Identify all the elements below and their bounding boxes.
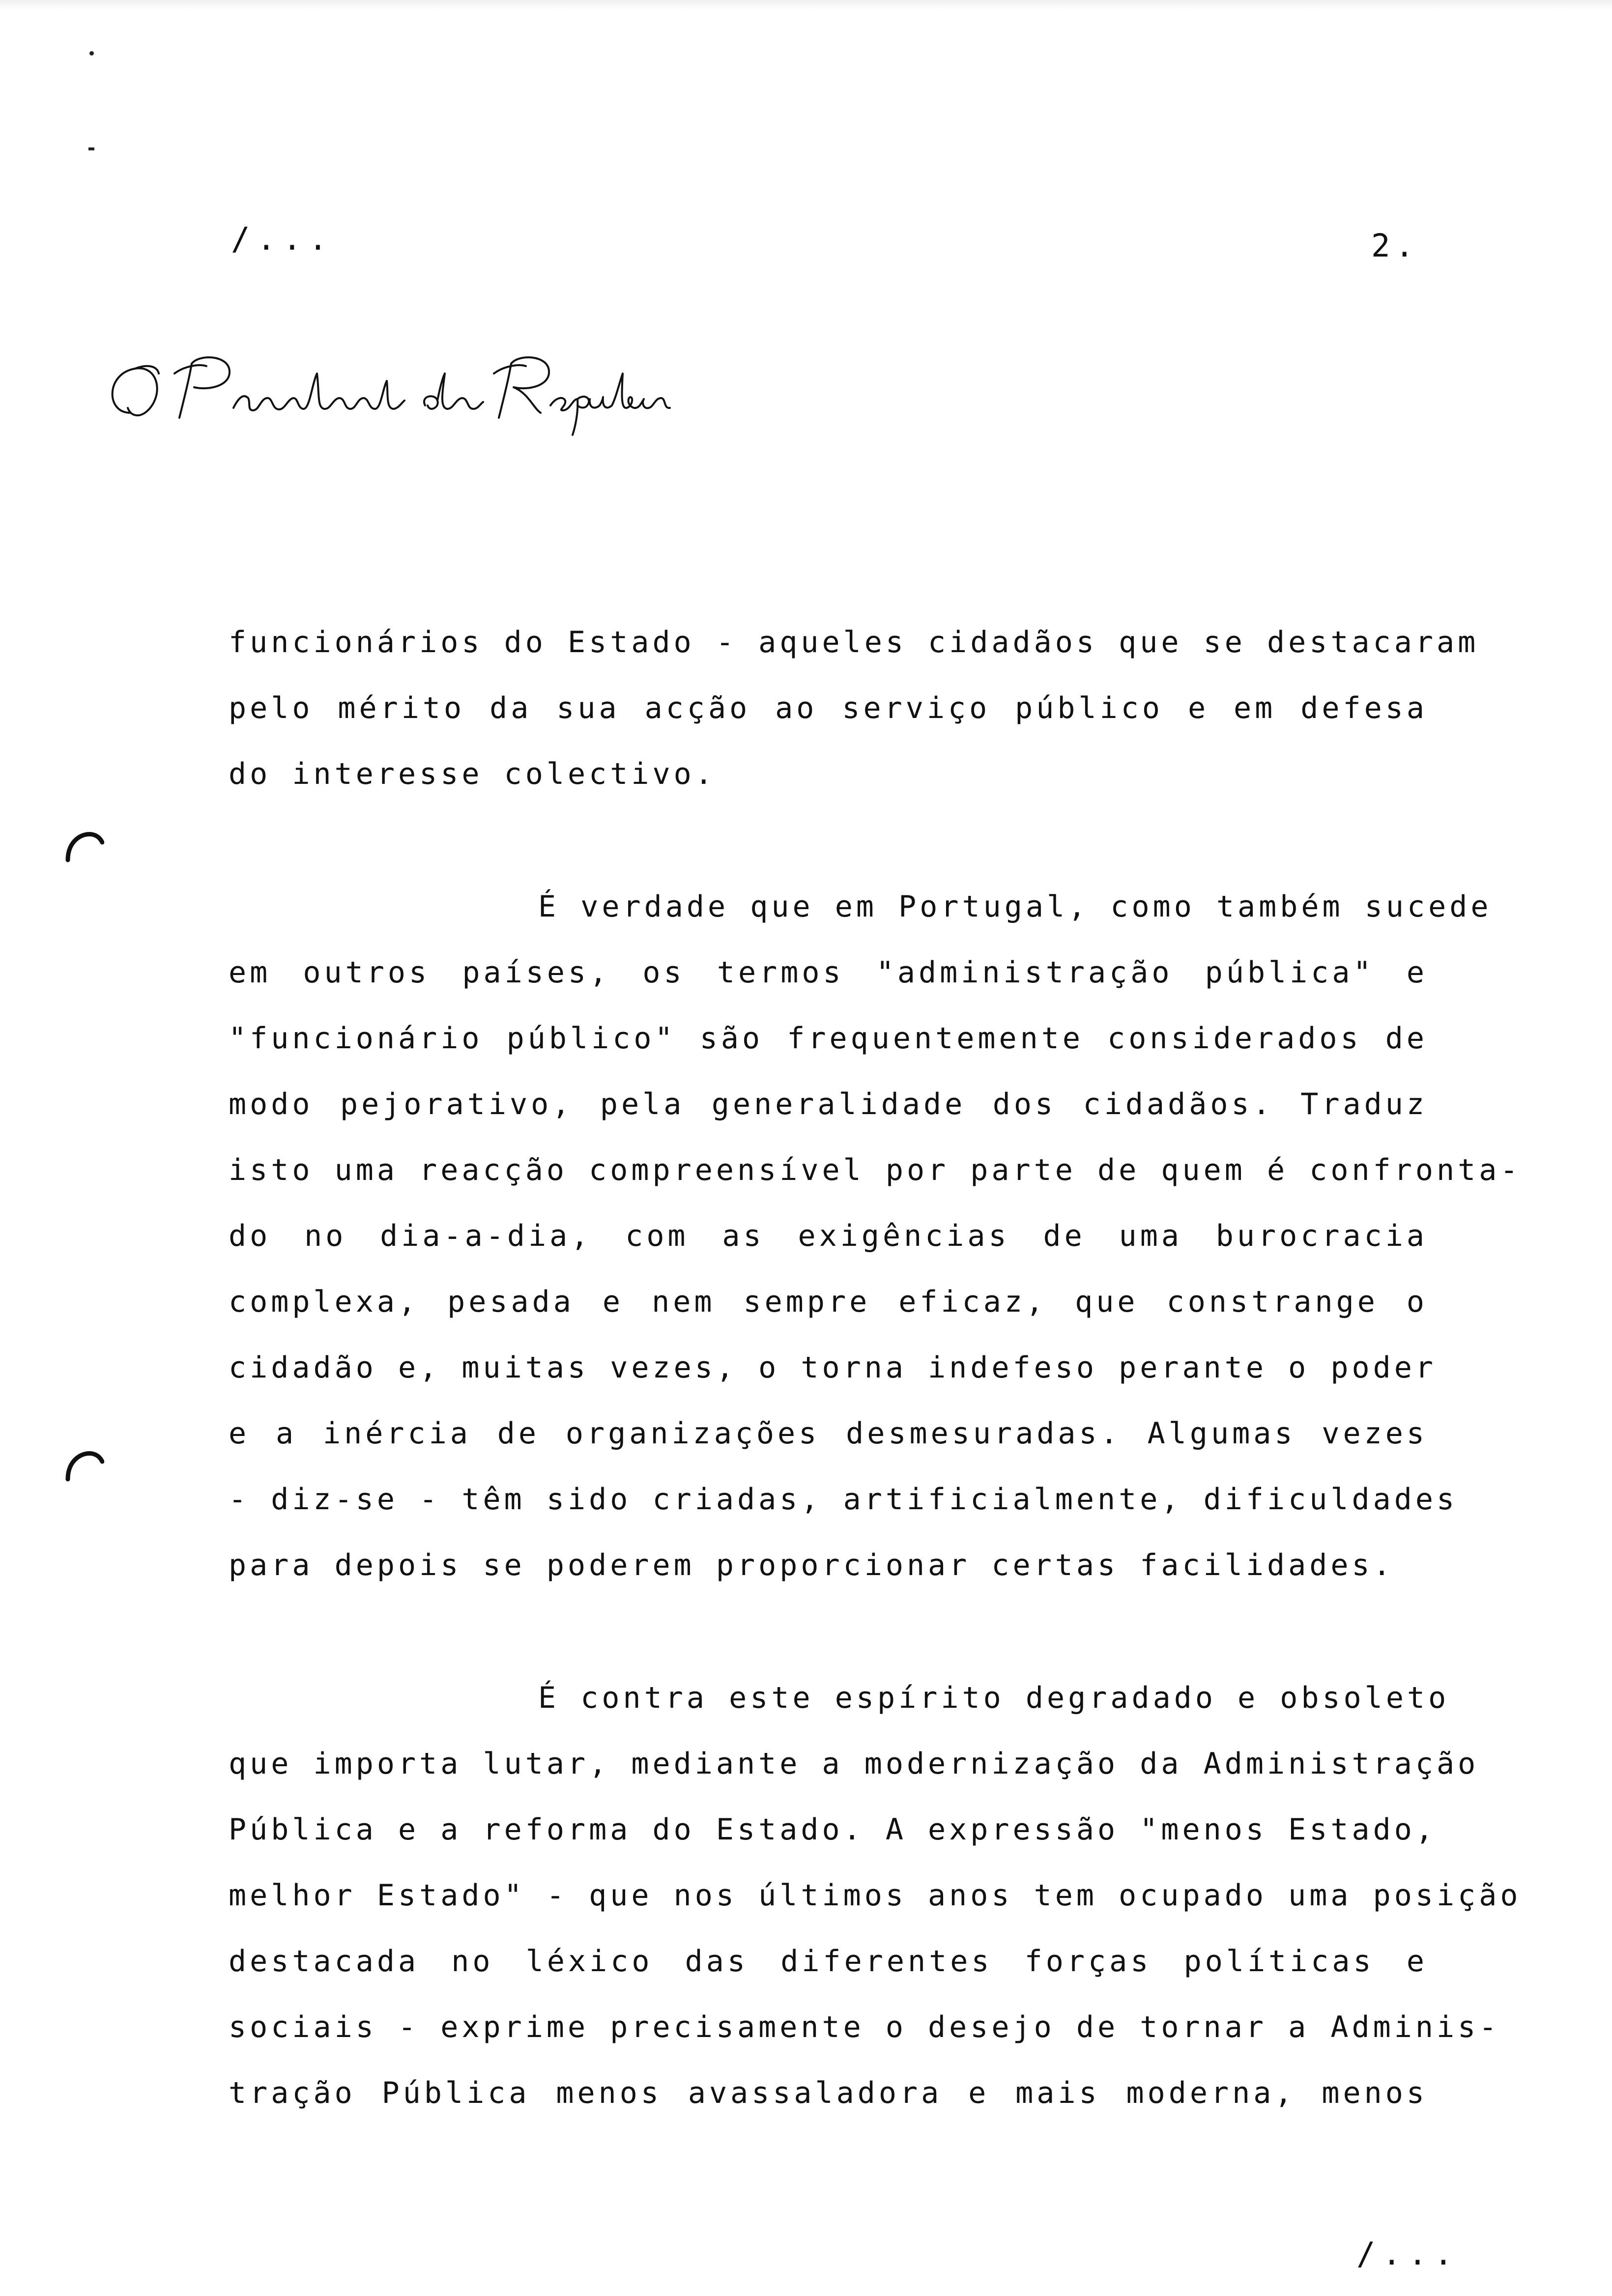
text-line: que importa lutar, mediante a modernização da Administração (229, 1747, 1479, 1781)
text-line: complexa, pesada e nem sempre eficaz, que constrange o (229, 1285, 1428, 1319)
scan-mark (88, 147, 94, 150)
page-number: 2. (1371, 228, 1419, 264)
continuation-marker-bottom: /... (1356, 2236, 1460, 2272)
text-line: cidadão e, muitas vezes, o torna indefeso perante o poder (229, 1350, 1437, 1385)
scan-mark (89, 51, 94, 56)
punch-hole-icon (63, 826, 104, 867)
text-line: Pública e a reforma do Estado. A expressão "menos Estado, (229, 1812, 1437, 1847)
paragraph-3 (229, 1665, 1522, 2126)
punch-hole-icon (63, 1445, 104, 1486)
letter-body (229, 609, 1522, 2193)
text-line: "funcionário público" são frequentemente considerados de (229, 1021, 1428, 1056)
scan-edge (0, 0, 1612, 10)
text-line: para depois se poderem proporcionar certas facilidades. (229, 1548, 1394, 1582)
text-line: melhor Estado" - que nos últimos anos tem ocupado uma posição (229, 1878, 1522, 1913)
text-line: É verdade que em Portugal, como também sucede (538, 890, 1492, 924)
text-line: modo pejorativo, pela generalidade dos cidadãos. Traduz (229, 1087, 1428, 1121)
paragraph-2 (229, 874, 1522, 1598)
text-line: isto uma reacção compreensível por parte de quem é confronta- (229, 1153, 1522, 1187)
text-line: - diz-se - têm sido criadas, artificialmente, dificuldades (229, 1482, 1458, 1517)
letterhead-logo (101, 344, 681, 442)
text-line: É contra este espírito degradado e obsoleto (538, 1681, 1450, 1715)
text-line: funcionários do Estado - aqueles cidadãos que se destacaram (229, 625, 1479, 660)
text-line: do no dia-a-dia, com as exigências de uma burocracia (229, 1219, 1428, 1253)
text-line: do interesse colectivo. (229, 757, 716, 791)
paragraph-1 (229, 609, 1479, 807)
text-line: em outros países, os termos "administração pública" e (229, 955, 1428, 990)
continuation-marker-top: /... (231, 221, 335, 258)
text-line: e a inércia de organizações desmesuradas. Algumas vezes (229, 1416, 1428, 1451)
text-line: destacada no léxico das diferentes forças políticas e (229, 1944, 1428, 1979)
text-line: tração Pública menos avassaladora e mais moderna, menos (229, 2076, 1428, 2110)
text-line: pelo mérito da sua acção ao serviço público e em defesa (229, 691, 1428, 725)
text-line: sociais - exprime precisamente o desejo de tornar a Adminis- (229, 2010, 1500, 2044)
